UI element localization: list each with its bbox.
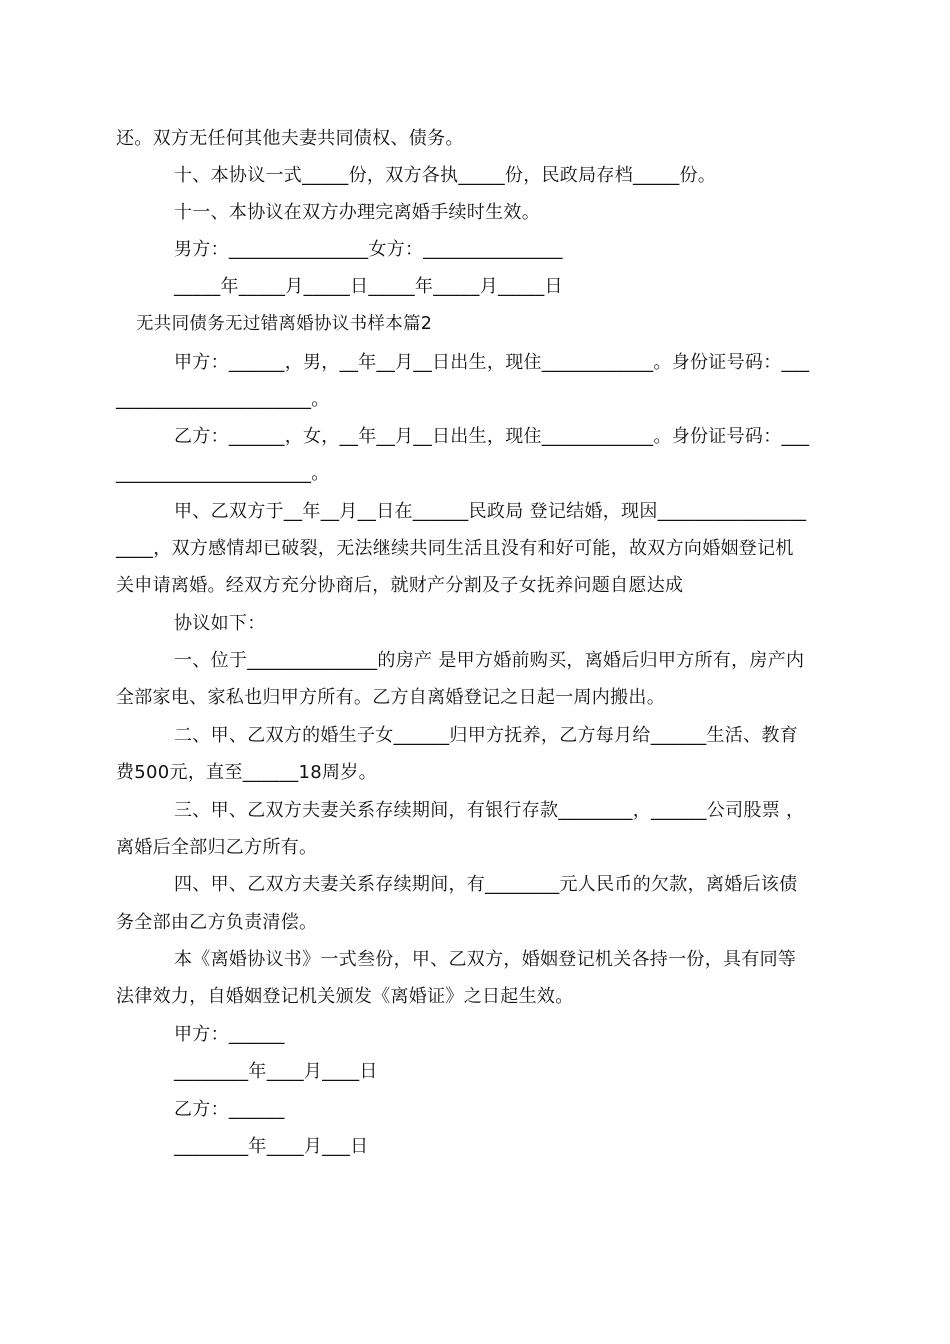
section-title: 无共同债务无过错离婚协议书样本篇2 [136, 314, 433, 334]
party-b-date: ________年____月___日 [174, 1136, 369, 1157]
party-a-id-continuation: _____________________。 [116, 389, 330, 410]
party-a-info: 甲方：______，男，__年__月__日出生，现住____________。身份证号码：___ [174, 352, 810, 373]
marriage-paragraph-line-2: ____，双方感情却已破裂，无法继续共同生活且没有和好可能，故双方向婚姻登记机 [116, 538, 794, 559]
party-b-signature: 乙方：______ [174, 1099, 285, 1120]
date-line-parties: _____年_____月_____日_____年_____月_____日 [174, 276, 563, 297]
copies-paragraph: 本《离婚协议书》一式叁份，甲、乙双方，婚姻登记机关各持一份，具有同等 [174, 949, 797, 970]
clause-3-savings: 三、甲、乙双方夫妻关系存续期间，有银行存款________，______公司股票 ， [174, 800, 805, 821]
clause-2-continuation: 费500元，直至______18周岁。 [116, 762, 377, 783]
party-a-date: ________年____月____日 [174, 1061, 378, 1082]
clause-10-copies: 十、本协议一式_____份，双方各执_____份，民政局存档_____份。 [174, 165, 717, 186]
clause-4-debt: 四、甲、乙双方夫妻关系存续期间，有________元人民币的欠款，离婚后该债 [174, 874, 798, 895]
text-line-debts-none: 还。双方无任何其他夫妻共同债权、债务。 [116, 128, 464, 149]
clause-3-continuation: 离婚后全部归乙方所有。 [116, 837, 318, 858]
clause-1-continuation: 全部家电、家私也归甲方所有。乙方自离婚登记之日起一周内搬出。 [116, 687, 665, 708]
party-b-id-continuation: _____________________。 [116, 463, 330, 484]
marriage-registration-paragraph: 甲、乙双方于__年__月__日在______民政局 登记结婚，现因________________ [174, 501, 807, 522]
clause-11-effective: 十一、本协议在双方办理完离婚手续时生效。 [174, 202, 540, 223]
clause-1-property: 一、位于______________的房产 是甲方婚前购买，离婚后归甲方所有，房产内 [174, 650, 805, 671]
clause-2-child: 二、甲、乙双方的婚生子女______归甲方抚养，乙方每月给______生活、教育 [174, 725, 798, 746]
marriage-paragraph-line-3: 关申请离婚。经双方充分协商后，就财产分割及子女抚养问题自愿达成 [116, 575, 684, 596]
party-b-info: 乙方：______，女，__年__月__日出生，现住____________。身份证号码：___ [174, 426, 810, 447]
copies-paragraph-continuation: 法律效力，自婚姻登记机关颁发《离婚证》之日起生效。 [116, 986, 574, 1007]
clause-4-continuation: 务全部由乙方负责清偿。 [116, 912, 318, 933]
signature-line-parties: 男方：_______________女方：_______________ [174, 239, 563, 260]
party-a-signature: 甲方：______ [174, 1024, 285, 1045]
agreement-intro: 协议如下： [174, 613, 266, 634]
